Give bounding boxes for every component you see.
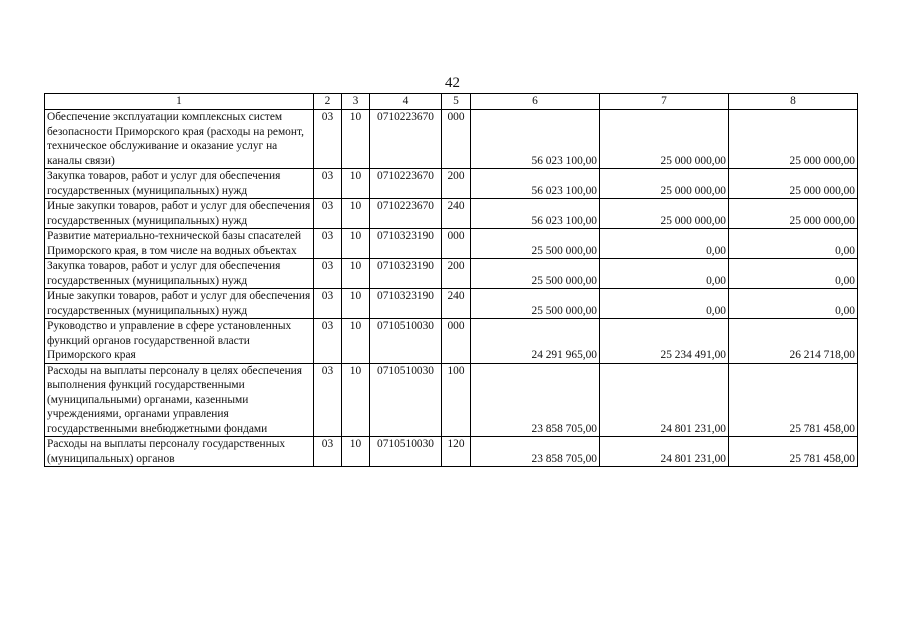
amount-col-7: 25 000 000,00 [600,199,729,229]
amount-col-6: 56 023 100,00 [471,110,600,169]
expense-name: Закупка товаров, работ и услуг для обеспечения государственных (муниципальных) нужд [45,169,314,199]
column-header: 3 [342,94,370,110]
table-row [45,110,858,169]
table-row [45,289,858,319]
expense-name: Развитие материально-технической базы спасателей Приморского края, в том числе на водных объектах [45,229,314,259]
table-row [45,169,858,199]
column-header: 5 [442,94,471,110]
expense-type-code: 000 [442,319,471,364]
expense-name: Иные закупки товаров, работ и услуг для обеспечения государственных (муниципальных) нужд [45,289,314,319]
expense-type-code: 000 [442,229,471,259]
expense-type-code: 200 [442,259,471,289]
expense-name: Расходы на выплаты персоналу государственных (муниципальных) органов [45,437,314,467]
amount-col-7: 0,00 [600,289,729,319]
subsection-code: 10 [342,229,370,259]
amount-col-8: 0,00 [729,229,858,259]
target-article-code: 0710223670 [370,199,442,229]
subsection-code: 10 [342,363,370,437]
expense-name: Обеспечение эксплуатации комплексных систем безопасности Приморского края (расходы на ремонт, техническое обслуживание и оказание услуг на каналы связи) [45,110,314,169]
section-code: 03 [314,319,342,364]
amount-col-7: 25 234 491,00 [600,319,729,364]
section-code: 03 [314,199,342,229]
column-header: 1 [45,94,314,110]
amount-col-6: 24 291 965,00 [471,319,600,364]
amount-col-8: 0,00 [729,259,858,289]
expense-type-code: 240 [442,289,471,319]
amount-col-7: 25 000 000,00 [600,169,729,199]
amount-col-8: 26 214 718,00 [729,319,858,364]
amount-col-8: 25 781 458,00 [729,363,858,437]
expense-type-code: 120 [442,437,471,467]
amount-col-6: 23 858 705,00 [471,363,600,437]
subsection-code: 10 [342,319,370,364]
expense-name: Расходы на выплаты персоналу в целях обеспечения выполнения функций государственными (муниципальными) органами, казенными учреждениями, органами управления государственными внебюджетными фондами [45,363,314,437]
expense-name: Иные закупки товаров, работ и услуг для обеспечения государственных (муниципальных) нужд [45,199,314,229]
amount-col-7: 0,00 [600,259,729,289]
amount-col-6: 25 500 000,00 [471,289,600,319]
section-code: 03 [314,289,342,319]
section-code: 03 [314,437,342,467]
target-article-code: 0710510030 [370,319,442,364]
amount-col-8: 25 781 458,00 [729,437,858,467]
amount-col-8: 25 000 000,00 [729,169,858,199]
expense-name: Руководство и управление в сфере установленных функций органов государственной власти Приморского края [45,319,314,364]
target-article-code: 0710323190 [370,289,442,319]
amount-col-8: 25 000 000,00 [729,110,858,169]
table-row [45,199,858,229]
target-article-code: 0710323190 [370,229,442,259]
subsection-code: 10 [342,199,370,229]
amount-col-8: 25 000 000,00 [729,199,858,229]
budget-table [44,93,858,467]
target-article-code: 0710510030 [370,437,442,467]
page-number: 42 [445,75,460,91]
amount-col-7: 0,00 [600,229,729,259]
amount-col-6: 25 500 000,00 [471,229,600,259]
section-code: 03 [314,229,342,259]
amount-col-7: 25 000 000,00 [600,110,729,169]
expense-type-code: 000 [442,110,471,169]
amount-col-8: 0,00 [729,289,858,319]
amount-col-6: 23 858 705,00 [471,437,600,467]
target-article-code: 0710223670 [370,169,442,199]
subsection-code: 10 [342,259,370,289]
expense-type-code: 100 [442,363,471,437]
amount-col-7: 24 801 231,00 [600,437,729,467]
expense-type-code: 200 [442,169,471,199]
table-row [45,259,858,289]
table-row [45,437,858,467]
subsection-code: 10 [342,110,370,169]
target-article-code: 0710223670 [370,110,442,169]
table-row [45,363,858,437]
table-row [45,319,858,364]
target-article-code: 0710510030 [370,363,442,437]
table-header-row [45,94,858,110]
table-row [45,229,858,259]
subsection-code: 10 [342,437,370,467]
amount-col-6: 25 500 000,00 [471,259,600,289]
column-header: 4 [370,94,442,110]
subsection-code: 10 [342,289,370,319]
amount-col-7: 24 801 231,00 [600,363,729,437]
column-header: 7 [600,94,729,110]
column-header: 2 [314,94,342,110]
expense-type-code: 240 [442,199,471,229]
column-header: 8 [729,94,858,110]
amount-col-6: 56 023 100,00 [471,169,600,199]
section-code: 03 [314,363,342,437]
section-code: 03 [314,259,342,289]
expense-name: Закупка товаров, работ и услуг для обеспечения государственных (муниципальных) нужд [45,259,314,289]
amount-col-6: 56 023 100,00 [471,199,600,229]
column-header: 6 [471,94,600,110]
target-article-code: 0710323190 [370,259,442,289]
subsection-code: 10 [342,169,370,199]
section-code: 03 [314,110,342,169]
section-code: 03 [314,169,342,199]
